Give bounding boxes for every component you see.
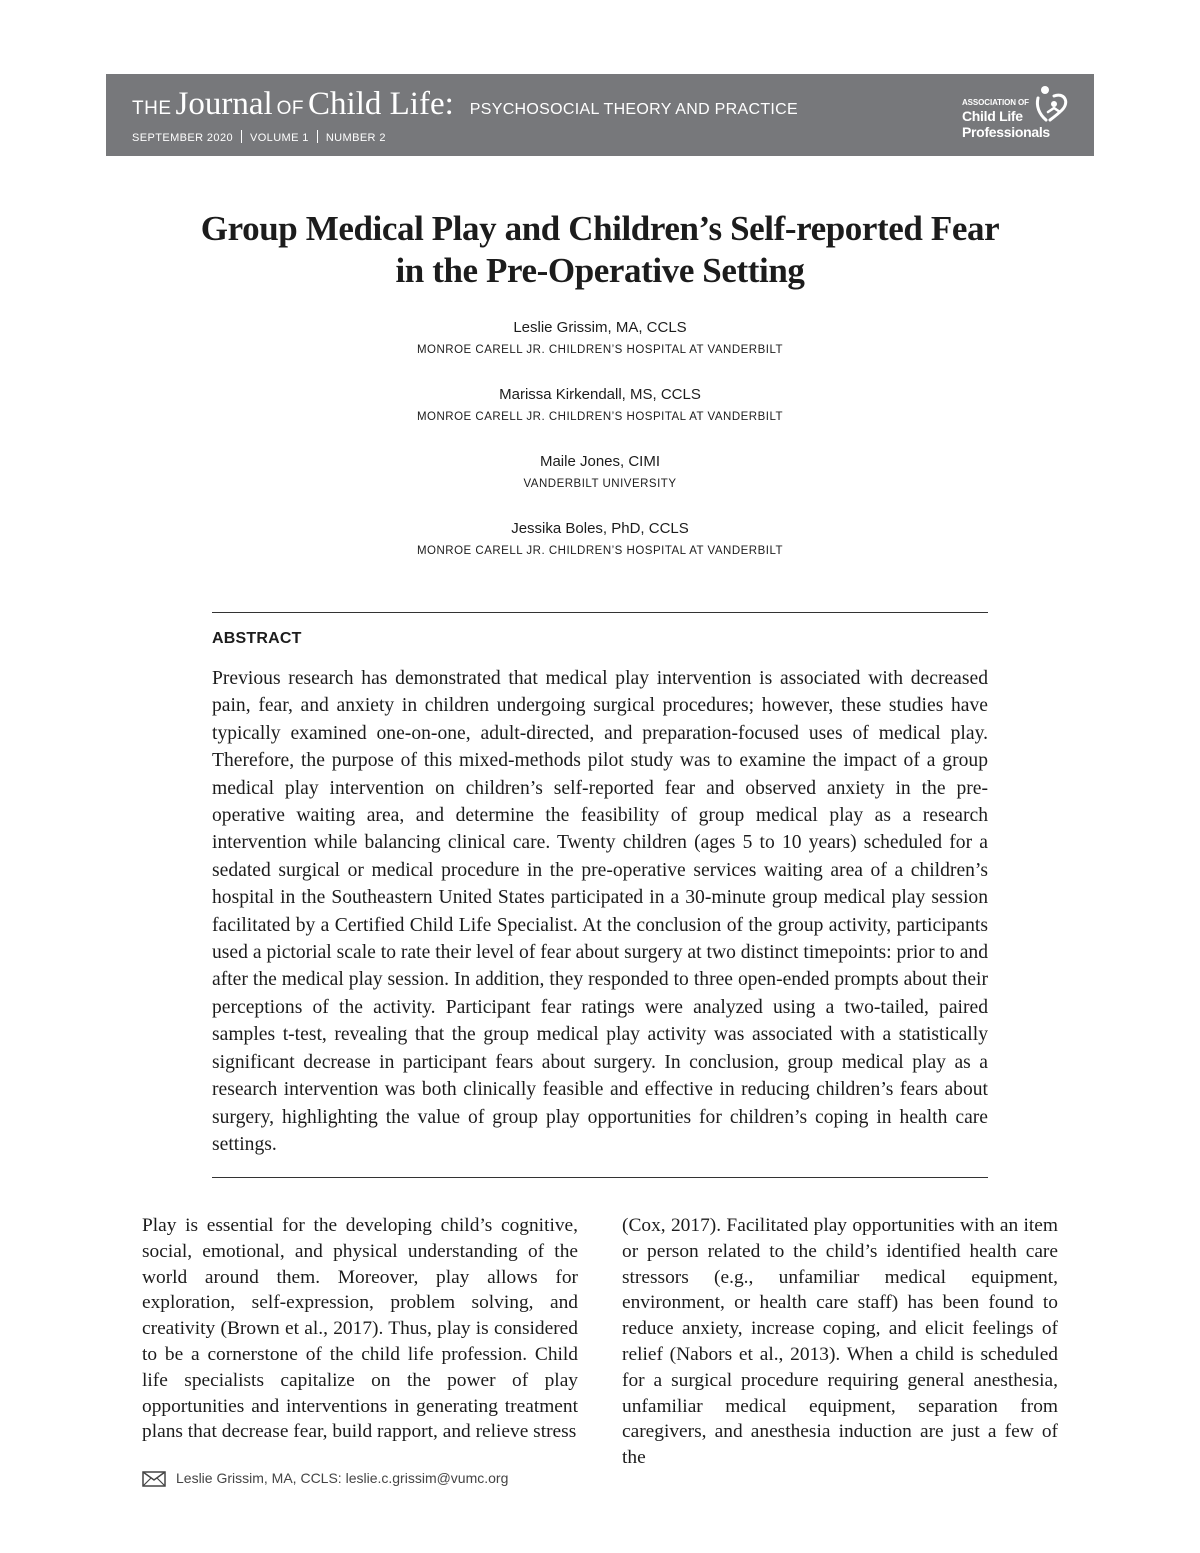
abstract-top-rule: [212, 612, 988, 613]
logo-line-1: ASSOCIATION OF: [962, 98, 1029, 107]
author-list: [300, 318, 900, 586]
issue-volume: VOLUME 1: [249, 132, 309, 144]
author-name: Leslie Grissim, MA, CCLS: [513, 319, 687, 336]
article-title-line-2: in the Pre-Operative Setting: [395, 251, 805, 290]
journal-title: [132, 88, 798, 121]
issue-date: SEPTEMBER 2020: [132, 132, 233, 144]
author-block: [300, 519, 900, 559]
journal-title-child-life: Child Life:: [308, 86, 454, 122]
article-title: [150, 208, 1050, 292]
author-block: [300, 318, 900, 358]
author-affiliation: MONROE CARELL JR. CHILDREN’S HOSPITAL AT VANDERBILT: [416, 411, 784, 423]
author-block: [300, 385, 900, 425]
journal-title-of: OF: [276, 98, 305, 119]
journal-title-the: THE: [132, 98, 172, 119]
acp-logo: [960, 84, 1070, 146]
author-name: Jessika Boles, PhD, CCLS: [511, 520, 689, 537]
issue-number: NUMBER 2: [325, 132, 386, 144]
logo-line-2: Child Life: [962, 108, 1023, 124]
divider: [317, 130, 318, 143]
author-affiliation: VANDERBILT UNIVERSITY: [523, 478, 677, 490]
author-name: Marissa Kirkendall, MS, CCLS: [499, 386, 701, 403]
author-name: Maile Jones, CIMI: [539, 453, 661, 470]
body-column-left: Play is essential for the developing child’s cognitive, social, emotional, and physical understanding of the world around them. Moreover, play allows for exploration, self-expression, problem solving, and creativity (Brown et al., 2017). Thus, play is considered to be a cornerstone of the child life profession. Child life specialists capitalize on the power of play opportunities and interventions in generating treatment plans that decrease fear, build rapport, and relieve stress: [142, 1215, 578, 1443]
article-title-line-1: Group Medical Play and Children’s Self-reported Fear: [200, 209, 1000, 248]
envelope-icon: [142, 1471, 166, 1487]
abstract-bottom-rule: [212, 1177, 988, 1178]
journal-subtitle: PSYCHOSOCIAL THEORY AND PRACTICE: [469, 101, 798, 118]
author-block: [300, 452, 900, 492]
author-affiliation: MONROE CARELL JR. CHILDREN’S HOSPITAL AT VANDERBILT: [416, 344, 784, 356]
corresponding-author-contact: Leslie Grissim, MA, CCLS: leslie.c.grissim@vumc.org: [176, 1470, 509, 1486]
author-affiliation: MONROE CARELL JR. CHILDREN’S HOSPITAL AT VANDERBILT: [416, 545, 784, 557]
abstract-heading: ABSTRACT: [212, 630, 302, 647]
journal-title-journal: Journal: [175, 86, 273, 122]
logo-line-3: Professionals: [962, 124, 1050, 140]
body-column-right: (Cox, 2017). Facilitated play opportunities with an item or person related to the child’s identified health care stressors (e.g., unfamiliar medical equipment, environment, or health care staff) has been found to reduce anxiety, increase coping, and elicit feelings of relief (Nabors et al., 2013). When a child is scheduled for a surgical procedure requiring general anesthesia, unfamiliar medical equipment, separation from caregivers, and anesthesia induction are just a few of the: [622, 1215, 1058, 1469]
journal-header: [106, 74, 1094, 156]
abstract-text: Previous research has demonstrated that medical play intervention is associated with decreased pain, fear, and anxiety in children undergoing surgical procedures; however, these studies have typically examined one-on-one, adult-directed, and preparation-focused uses of medical play. Therefore, the purpose of this mixed-methods pilot study was to examine the impact of a group medical play intervention on children’s self-reported fear and observed anxiety in the pre-operative waiting area, and determine the feasibility of group medical play as a research intervention while balancing clinical care. Twenty children (ages 5 to 10 years) scheduled for a sedated surgical or medical procedure in the pre-operative services waiting area of a children’s hospital in the Southeastern United States participated in a 30-minute group medical play session facilitated by a Certified Child Life Specialist. At the conclusion of the group activity, participants used a pictorial scale to rate their level of fear about surgery at two distinct timepoints: prior to and after the medical play session. In addition, they responded to three open-ended prompts about their perceptions of the activity. Participant fear ratings were analyzed using a two-tailed, paired samples t-test, revealing that the group medical play activity was associated with a statistically significant decrease in participant fears about surgery. In conclusion, group medical play as a research intervention was both clinically feasible and effective in reducing children’s fears about surgery, highlighting the value of group play opportunities for children’s coping in health care settings.: [212, 668, 988, 1155]
issue-info: [132, 130, 386, 144]
divider: [241, 130, 242, 143]
family-heart-icon: [1034, 84, 1070, 124]
